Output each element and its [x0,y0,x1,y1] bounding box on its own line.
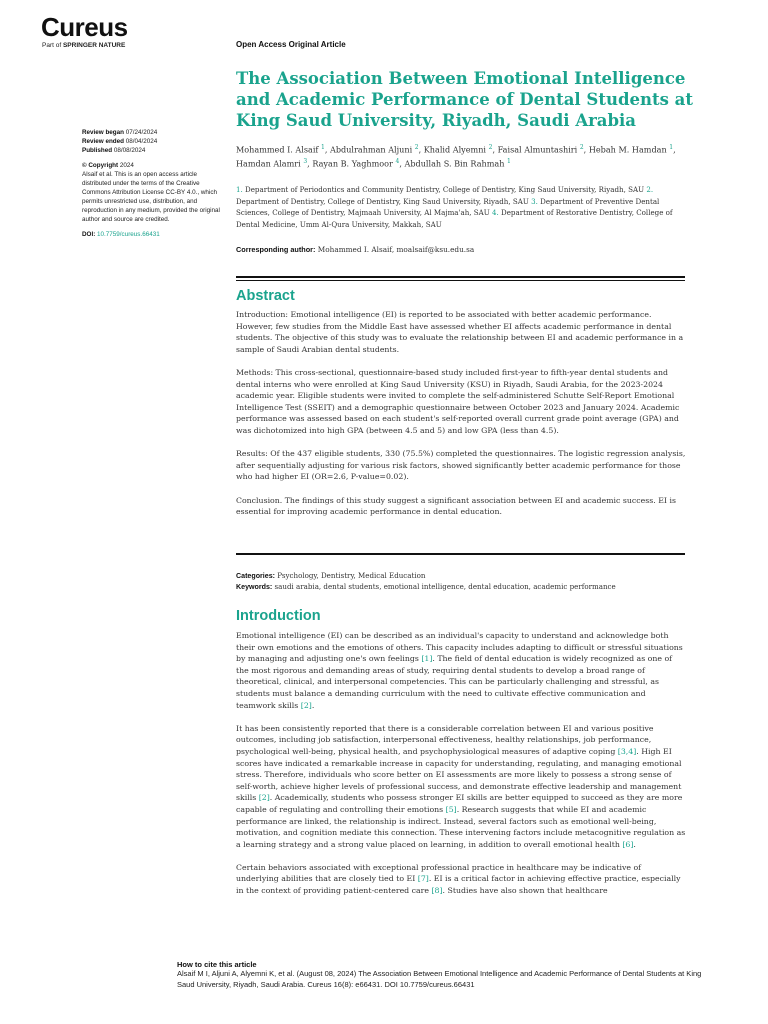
reference-link[interactable]: [5] [445,804,457,814]
copyright [82,161,222,170]
introduction-body [236,630,686,908]
affiliation-number: 1. [236,185,243,194]
introduction-paragraph [236,862,686,897]
abstract-results: Results: Of the 437 eligible students, 330 (75.5%) completed the questionnaires. The logistic regression analysis, after sequentially adjusting for various risk factors, showed significantly better academic performance for those who had higher EI (OR=2.6, P-value=0.02). [236,449,686,482]
author-affiliation-ref[interactable]: 2 [579,144,584,151]
corresponding-value[interactable]: Mohammed I. Alsaif, moalsaif@ksu.edu.sa [317,245,475,254]
review-ended-date: 08/04/2024 [125,138,158,145]
paragraph-text: . Research suggests that while EI and academic performance are linked, the relationship is indirect. Instead, several factors such as emotional well-being, motivation, and cognition mediate this connection. These intervening factors include metacognitive regulation as a learning strategy and a strong value placed on learning, in addition to overall emotional health [236,804,686,849]
paragraph-text: . [633,839,636,849]
paragraph-text: . The field of dental education is widely recognized as one of the most rigorous and demanding areas of study, requiring dental students to develop a broad range of theoretical, clinical, and interpersonal competencies. This can be particularly challenging and stressful, as students must balance a demanding curriculum with the need to cultivate effective communication and teamwork skills [236,654,673,710]
author-affiliation-ref[interactable]: 1 [669,144,674,151]
paragraph-text: Certain behaviors associated with exceptional professional practice in healthcare may be indicative of underlying abilities that are closely tied to EI [236,862,642,884]
reference-link[interactable]: [2] [300,700,312,710]
paragraph-text: . High EI scores have indicated a remarkable increase in capacity for understanding, regulating, and managing emotional stress. Therefore, individuals who score better on EI assessments are more likely to possess a strong sense of self-worth, achieve higher levels of professional success, and demonstrate effective leadership and management skills [236,746,682,803]
affiliation-text: Department of Periodontics and Community Dentistry, College of Dentistry, King Saud University, Riyadh, SAU [242,185,647,194]
published [82,146,222,155]
reference-link[interactable]: [8] [431,886,443,896]
author-name[interactable]: Rayan B. Yaghmoor [312,158,393,169]
divider [236,280,685,281]
author-name[interactable]: Hebah M. Hamdan [588,144,667,155]
introduction-paragraph [236,723,686,851]
author-affiliation-ref[interactable]: 3 [303,158,308,166]
keywords [236,582,686,593]
author-name[interactable]: Hamdan Alamri [236,158,301,169]
copyright-year: 2024 [119,162,134,169]
tagline-prefix: Part of [42,42,62,49]
abstract-conclusion: Conclusion. The findings of this study suggest a significant association between EI and academic success. EI is essential for improving academic performance in dental education. [236,495,676,517]
paragraph-text: . [311,700,315,710]
affiliation-text: Department of Restorative Dentistry, College of Dental Medicine, Umm Al-Qura University, Makkah, SAU [236,208,673,229]
copyright-label: © Copyright [82,162,119,169]
reference-link[interactable]: [1] [421,654,433,664]
paragraph-text: Emotional intelligence (EI) can be described as an individual's capacity to understand and acknowledge both their own emotions and the emotions of others. This capacity includes adapting to difficult or stressful situations by managing and adjusting one's own feelings [236,631,683,664]
categories-label: Categories: [236,572,276,580]
article-sidebar [82,128,222,239]
published-label: Published [82,147,113,154]
doi-label: DOI: [82,231,96,238]
article-type: Open Access Original Article [236,40,346,49]
affiliation-text: Department of Preventive Dental Sciences, College of Dentistry, Majmaah University, Al Majma'ah, SAU [236,196,660,218]
categories-keywords [236,571,686,592]
affiliation-number: 2. [646,185,654,194]
affiliation-text: Department of Dentistry, College of Dentistry, King Saud University, Riyadh, SAU [236,196,532,206]
citation-heading: How to cite this article [177,960,257,969]
author-list: Mohammed I. Alsaif $^1$, Abdulrahman Aljuni $^2$, Khalid Alyemni $^2$, Faisal Almuntashiri $^2$, Hebah M. Hamdan $^1$, Hamdan Alamri $^3$, Rayan B. Yaghmoor $^4$, Abdullah S. Bin Rahmah $^1$ [236,144,676,169]
keywords-value: saudi arabia, dental students, emotional intelligence, dental education, academic performance [274,581,616,591]
cureus-logo[interactable]: Cureus [41,12,128,42]
abstract-heading: Abstract [236,288,295,304]
reference-link[interactable]: [7] [417,874,429,884]
divider [236,276,685,278]
review-began [82,128,222,137]
paragraph-text: It has been consistently reported that there is a considerable correlation between EI and various positive outcomes, including job satisfaction, interpersonal effectiveness, healthy relationships, job performance, psychological well-being, physical health, and psychophysiological measures of adaptive coping [236,723,654,756]
doi [82,230,222,239]
publisher-brand: SPRINGER NATURE [62,42,126,49]
reference-link[interactable]: [2] [258,793,270,803]
review-ended-label: Review ended [82,138,124,145]
citation-text: Alsaif M I, Aljuni A, Alyemni K, et al. (August 08, 2024) The Association Between Emotional Intelligence and Academic Performance of Dental Students at King Saud University, Riyadh, Saudi Arabia. Cureus 16(8): e66431. DOI 10.7759/cureus.66431 [177,969,702,989]
affiliations [236,184,686,230]
author-name[interactable]: Khalid Alyemni [423,144,487,155]
categories [236,571,686,582]
author-name[interactable]: Faisal Almuntashiri [497,144,578,155]
paragraph-text: . Studies have also shown that healthcare [442,886,608,896]
author-name[interactable]: Abdulrahman Aljuni [330,144,413,155]
author-affiliation-ref[interactable]: 1 [507,158,511,166]
affiliation-number: 4. [492,208,499,218]
publisher-tagline [42,42,125,49]
abstract-methods: Methods: This cross-sectional, questionnaire-based study included first-year to fifth-year dental students and dental interns who were enrolled at King Saud University (KSU) in Riyadh, Saudi Arabia, for the 2023-2024 academic year. Eligible students were invited to complete the self-administered Schutte Self-Report Emotional Intelligence Test (SSEIT) and a demographic questionnaire between October 2023 and January 2024. Academic performance was assessed based on each student's self-reported overall current grade point average (GPA) and was dichotomized into high GPA (between 4.5 and 5) and low GPA (less than 4.5). [236,367,680,435]
author-affiliation-ref[interactable]: 1 [321,144,325,151]
license-text: Alsaif et al. This is an open access article distributed under the terms of the Creative Commons Attribution License CC-BY 4.0., which permits unrestricted use, distribution, and reproduction in any medium, provided the original author and source are credited. [82,171,220,223]
article-title: The Association Between Emotional Intelligence and Academic Performance of Dental Students at King Saud University, Riyadh, Saudi Arabia [236,69,693,130]
review-began-date: 07/24/2024 [125,129,158,136]
corresponding-author [236,245,686,254]
reference-link[interactable]: [3,4] [617,746,637,756]
affiliation-number: 3. [531,196,538,206]
author-name[interactable]: Mohammed I. Alsaif [236,144,319,155]
abstract-body [236,309,686,529]
author-name[interactable]: Abdullah S. Bin Rahmah [404,158,505,169]
author-affiliation-ref[interactable]: 2 [414,144,419,151]
divider [236,553,685,555]
corresponding-label: Corresponding author: [236,245,316,254]
paragraph-text: . Academically, students who possess stronger EI skills are better equipped to succeed as they are more capable of regulating and controlling their emotions [236,793,683,814]
author-affiliation-ref[interactable]: 2 [488,144,493,151]
introduction-heading: Introduction [236,608,321,624]
review-began-label: Review began [82,129,124,136]
keywords-label: Keywords: [236,582,273,591]
paragraph-text: . EI is a critical factor in achieving effective practice, especially in the context of providing patient-centered care [236,874,681,896]
introduction-paragraph [236,630,686,711]
doi-link[interactable]: 10.7759/cureus.66431 [97,231,160,238]
author-affiliation-ref[interactable]: 4 [395,158,400,166]
published-date: 08/08/2024 [113,147,146,154]
review-ended [82,137,222,146]
categories-value: Psychology, Dentistry, Medical Education [277,571,426,580]
abstract-introduction: Introduction: Emotional intelligence (EI) is reported to be associated with better academic performance. However, few studies from the Middle East have assessed whether EI affects academic performance in dental students. The objective of this study was to evaluate the relationship between EI and academic performance in a sample of Saudi Arabian dental students. [236,310,684,354]
reference-link[interactable]: [6] [622,839,634,849]
